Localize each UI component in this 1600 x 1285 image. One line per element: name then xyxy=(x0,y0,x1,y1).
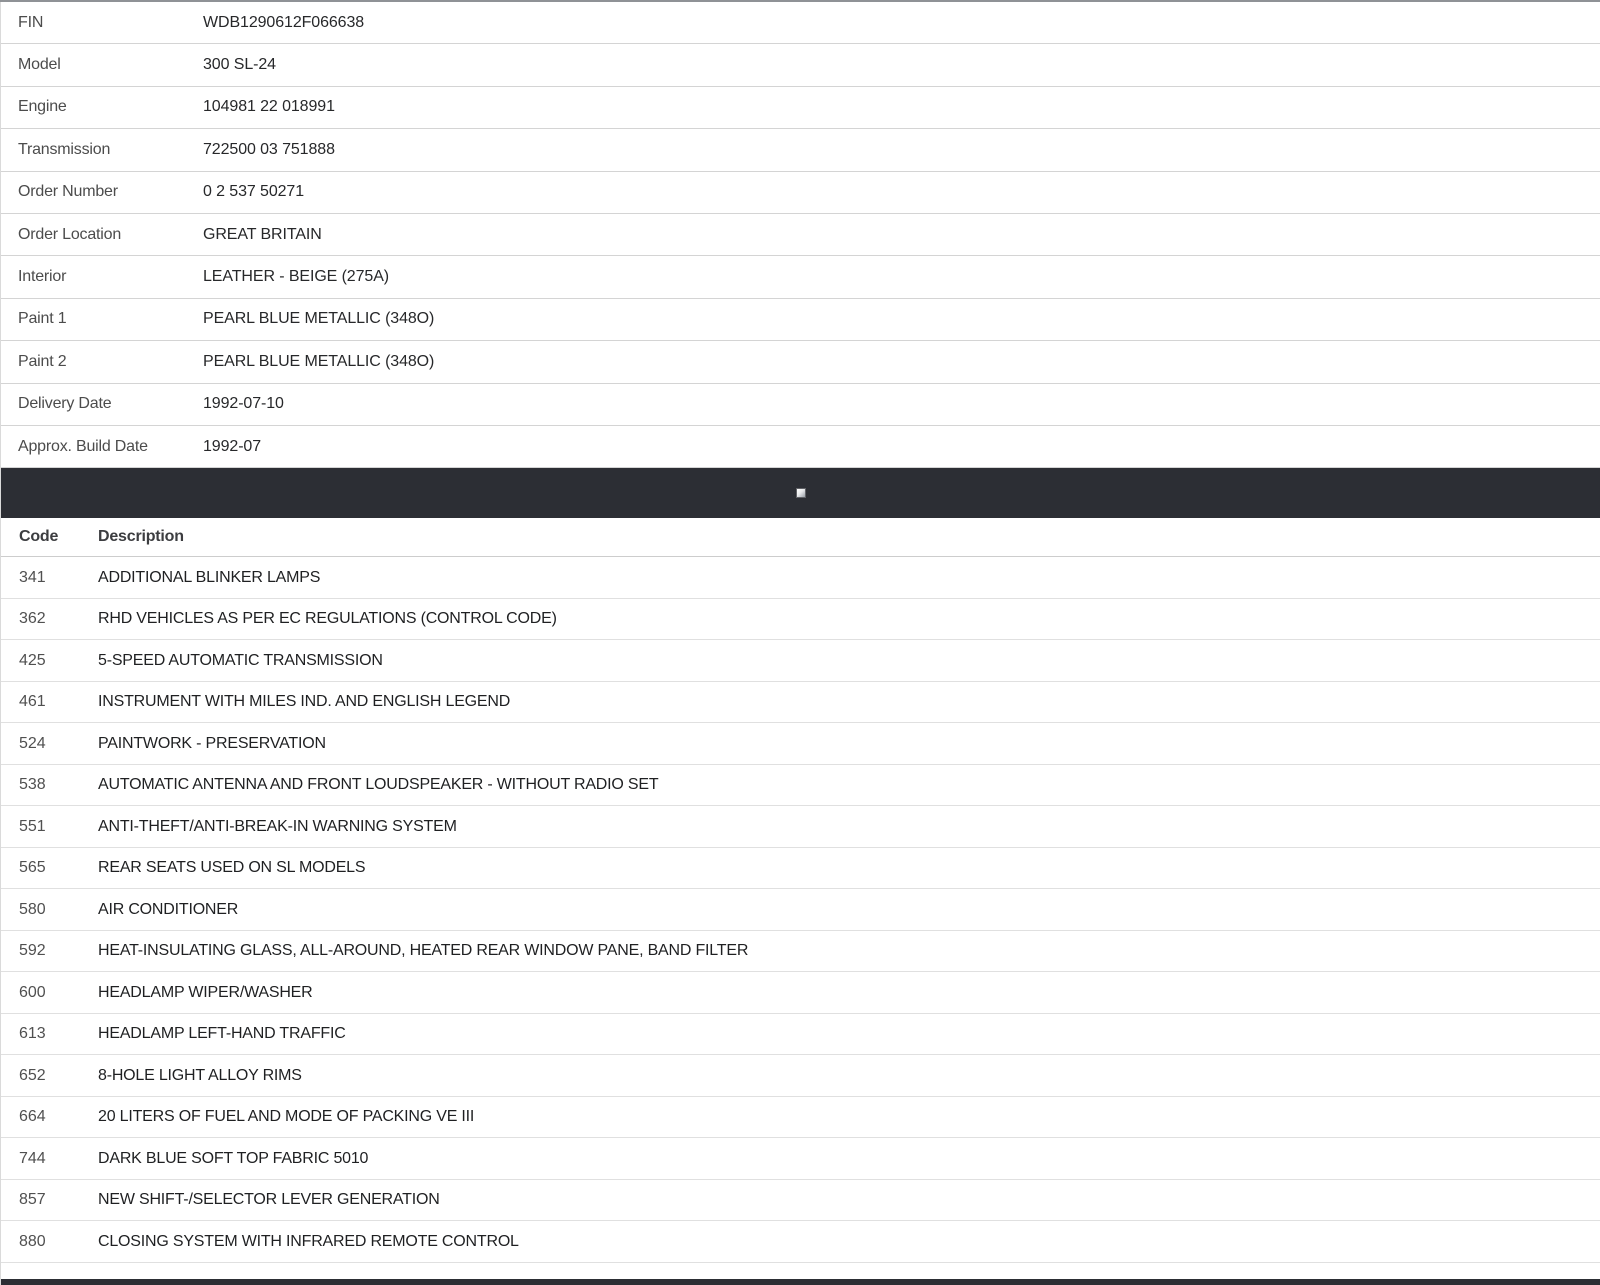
vehicle-info-row xyxy=(1,426,1600,468)
equipment-code-row xyxy=(1,682,1600,724)
equipment-description: 5-SPEED AUTOMATIC TRANSMISSION xyxy=(98,651,383,669)
equipment-description: HEADLAMP LEFT-HAND TRAFFIC xyxy=(98,1025,346,1043)
equipment-code-row xyxy=(1,1014,1600,1056)
equipment-code: 565 xyxy=(19,859,46,877)
equipment-codes-table xyxy=(1,518,1600,1263)
info-label: Paint 2 xyxy=(18,352,67,370)
equipment-code-row xyxy=(1,806,1600,848)
equipment-description: ADDITIONAL BLINKER LAMPS xyxy=(98,568,321,586)
equipment-code: 425 xyxy=(19,651,46,669)
equipment-description: NEW SHIFT-/SELECTOR LEVER GENERATION xyxy=(98,1191,440,1209)
equipment-code: 664 xyxy=(19,1108,46,1126)
equipment-description: HEAT-INSULATING GLASS, ALL-AROUND, HEATED REAR WINDOW PANE, BAND FILTER xyxy=(98,942,749,960)
equipment-code-row xyxy=(1,931,1600,973)
info-label: Paint 1 xyxy=(18,310,67,328)
equipment-description: 20 LITERS OF FUEL AND MODE OF PACKING VE III xyxy=(98,1108,475,1126)
info-value: 1992-07-10 xyxy=(203,395,284,413)
info-value: 300 SL-24 xyxy=(203,56,276,74)
info-label: Delivery Date xyxy=(18,395,112,413)
vehicle-info-row xyxy=(1,256,1600,298)
info-value: WDB1290612F066638 xyxy=(203,13,365,31)
equipment-code-row xyxy=(1,848,1600,890)
equipment-code-row xyxy=(1,1097,1600,1139)
equipment-description: INSTRUMENT WITH MILES IND. AND ENGLISH LEGEND xyxy=(98,693,511,711)
equipment-description: REAR SEATS USED ON SL MODELS xyxy=(98,859,366,877)
equipment-description: PAINTWORK - PRESERVATION xyxy=(98,734,326,752)
image-placeholder-icon xyxy=(797,489,805,497)
equipment-description: 8-HOLE LIGHT ALLOY RIMS xyxy=(98,1066,302,1084)
equipment-code: 880 xyxy=(19,1232,46,1250)
equipment-description: CLOSING SYSTEM WITH INFRARED REMOTE CONTROL xyxy=(98,1232,519,1250)
equipment-code-row xyxy=(1,1055,1600,1097)
vehicle-info-table xyxy=(1,2,1600,468)
equipment-code: 613 xyxy=(19,1025,46,1043)
datacard-page xyxy=(0,2,1600,1285)
equipment-code-row xyxy=(1,972,1600,1014)
vehicle-info-row xyxy=(1,384,1600,426)
vehicle-info-row xyxy=(1,87,1600,129)
vehicle-info-row xyxy=(1,129,1600,171)
equipment-code-row xyxy=(1,889,1600,931)
info-value: 104981 22 018991 xyxy=(203,98,335,116)
equipment-code-row xyxy=(1,599,1600,641)
equipment-code: 857 xyxy=(19,1191,46,1209)
info-value: PEARL BLUE METALLIC (348O) xyxy=(203,352,435,370)
info-value: 1992-07 xyxy=(203,437,262,455)
info-label: Approx. Build Date xyxy=(18,437,148,455)
info-value: 0 2 537 50271 xyxy=(203,183,305,201)
equipment-code-row xyxy=(1,765,1600,807)
vehicle-info-row xyxy=(1,299,1600,341)
equipment-code: 592 xyxy=(19,942,46,960)
equipment-code: 652 xyxy=(19,1066,46,1084)
equipment-code: 580 xyxy=(19,900,46,918)
equipment-code-row xyxy=(1,1180,1600,1222)
equipment-code: 551 xyxy=(19,817,46,835)
code-column-header: Code xyxy=(19,528,59,546)
info-label: Order Location xyxy=(18,225,122,243)
equipment-code-row xyxy=(1,1138,1600,1180)
info-value: 722500 03 751888 xyxy=(203,140,335,158)
equipment-description: RHD VEHICLES AS PER EC REGULATIONS (CONTROL CODE) xyxy=(98,610,557,628)
equipment-code-row xyxy=(1,640,1600,682)
bottom-section-bar xyxy=(1,1279,1600,1285)
info-value: GREAT BRITAIN xyxy=(203,225,322,243)
info-label: FIN xyxy=(18,13,44,31)
equipment-code: 538 xyxy=(19,776,46,794)
info-label: Engine xyxy=(18,98,67,116)
equipment-code-row xyxy=(1,723,1600,765)
equipment-code: 600 xyxy=(19,983,46,1001)
equipment-description: DARK BLUE SOFT TOP FABRIC 5010 xyxy=(98,1149,369,1167)
equipment-code-rows xyxy=(1,557,1600,1263)
equipment-description: ANTI-THEFT/ANTI-BREAK-IN WARNING SYSTEM xyxy=(98,817,457,835)
description-column-header: Description xyxy=(98,528,184,546)
info-value: LEATHER - BEIGE (275A) xyxy=(203,268,390,286)
equipment-code: 362 xyxy=(19,610,46,628)
info-label: Interior xyxy=(18,268,67,286)
info-label: Model xyxy=(18,56,61,74)
info-value: PEARL BLUE METALLIC (348O) xyxy=(203,310,435,328)
section-header-bar xyxy=(1,468,1600,518)
equipment-description: AUTOMATIC ANTENNA AND FRONT LOUDSPEAKER - WITHOUT RADIO SET xyxy=(98,776,659,794)
equipment-code: 341 xyxy=(19,568,46,586)
equipment-code: 461 xyxy=(19,693,46,711)
info-label: Order Number xyxy=(18,183,118,201)
equipment-description: HEADLAMP WIPER/WASHER xyxy=(98,983,313,1001)
info-label: Transmission xyxy=(18,140,111,158)
table-header-row xyxy=(1,518,1600,557)
equipment-code: 524 xyxy=(19,734,46,752)
vehicle-info-row xyxy=(1,44,1600,86)
equipment-code: 744 xyxy=(19,1149,46,1167)
vehicle-info-row xyxy=(1,341,1600,383)
equipment-code-row xyxy=(1,1221,1600,1263)
equipment-code-row xyxy=(1,557,1600,599)
vehicle-info-row xyxy=(1,2,1600,44)
equipment-description: AIR CONDITIONER xyxy=(98,900,239,918)
vehicle-info-row xyxy=(1,214,1600,256)
vehicle-info-row xyxy=(1,172,1600,214)
